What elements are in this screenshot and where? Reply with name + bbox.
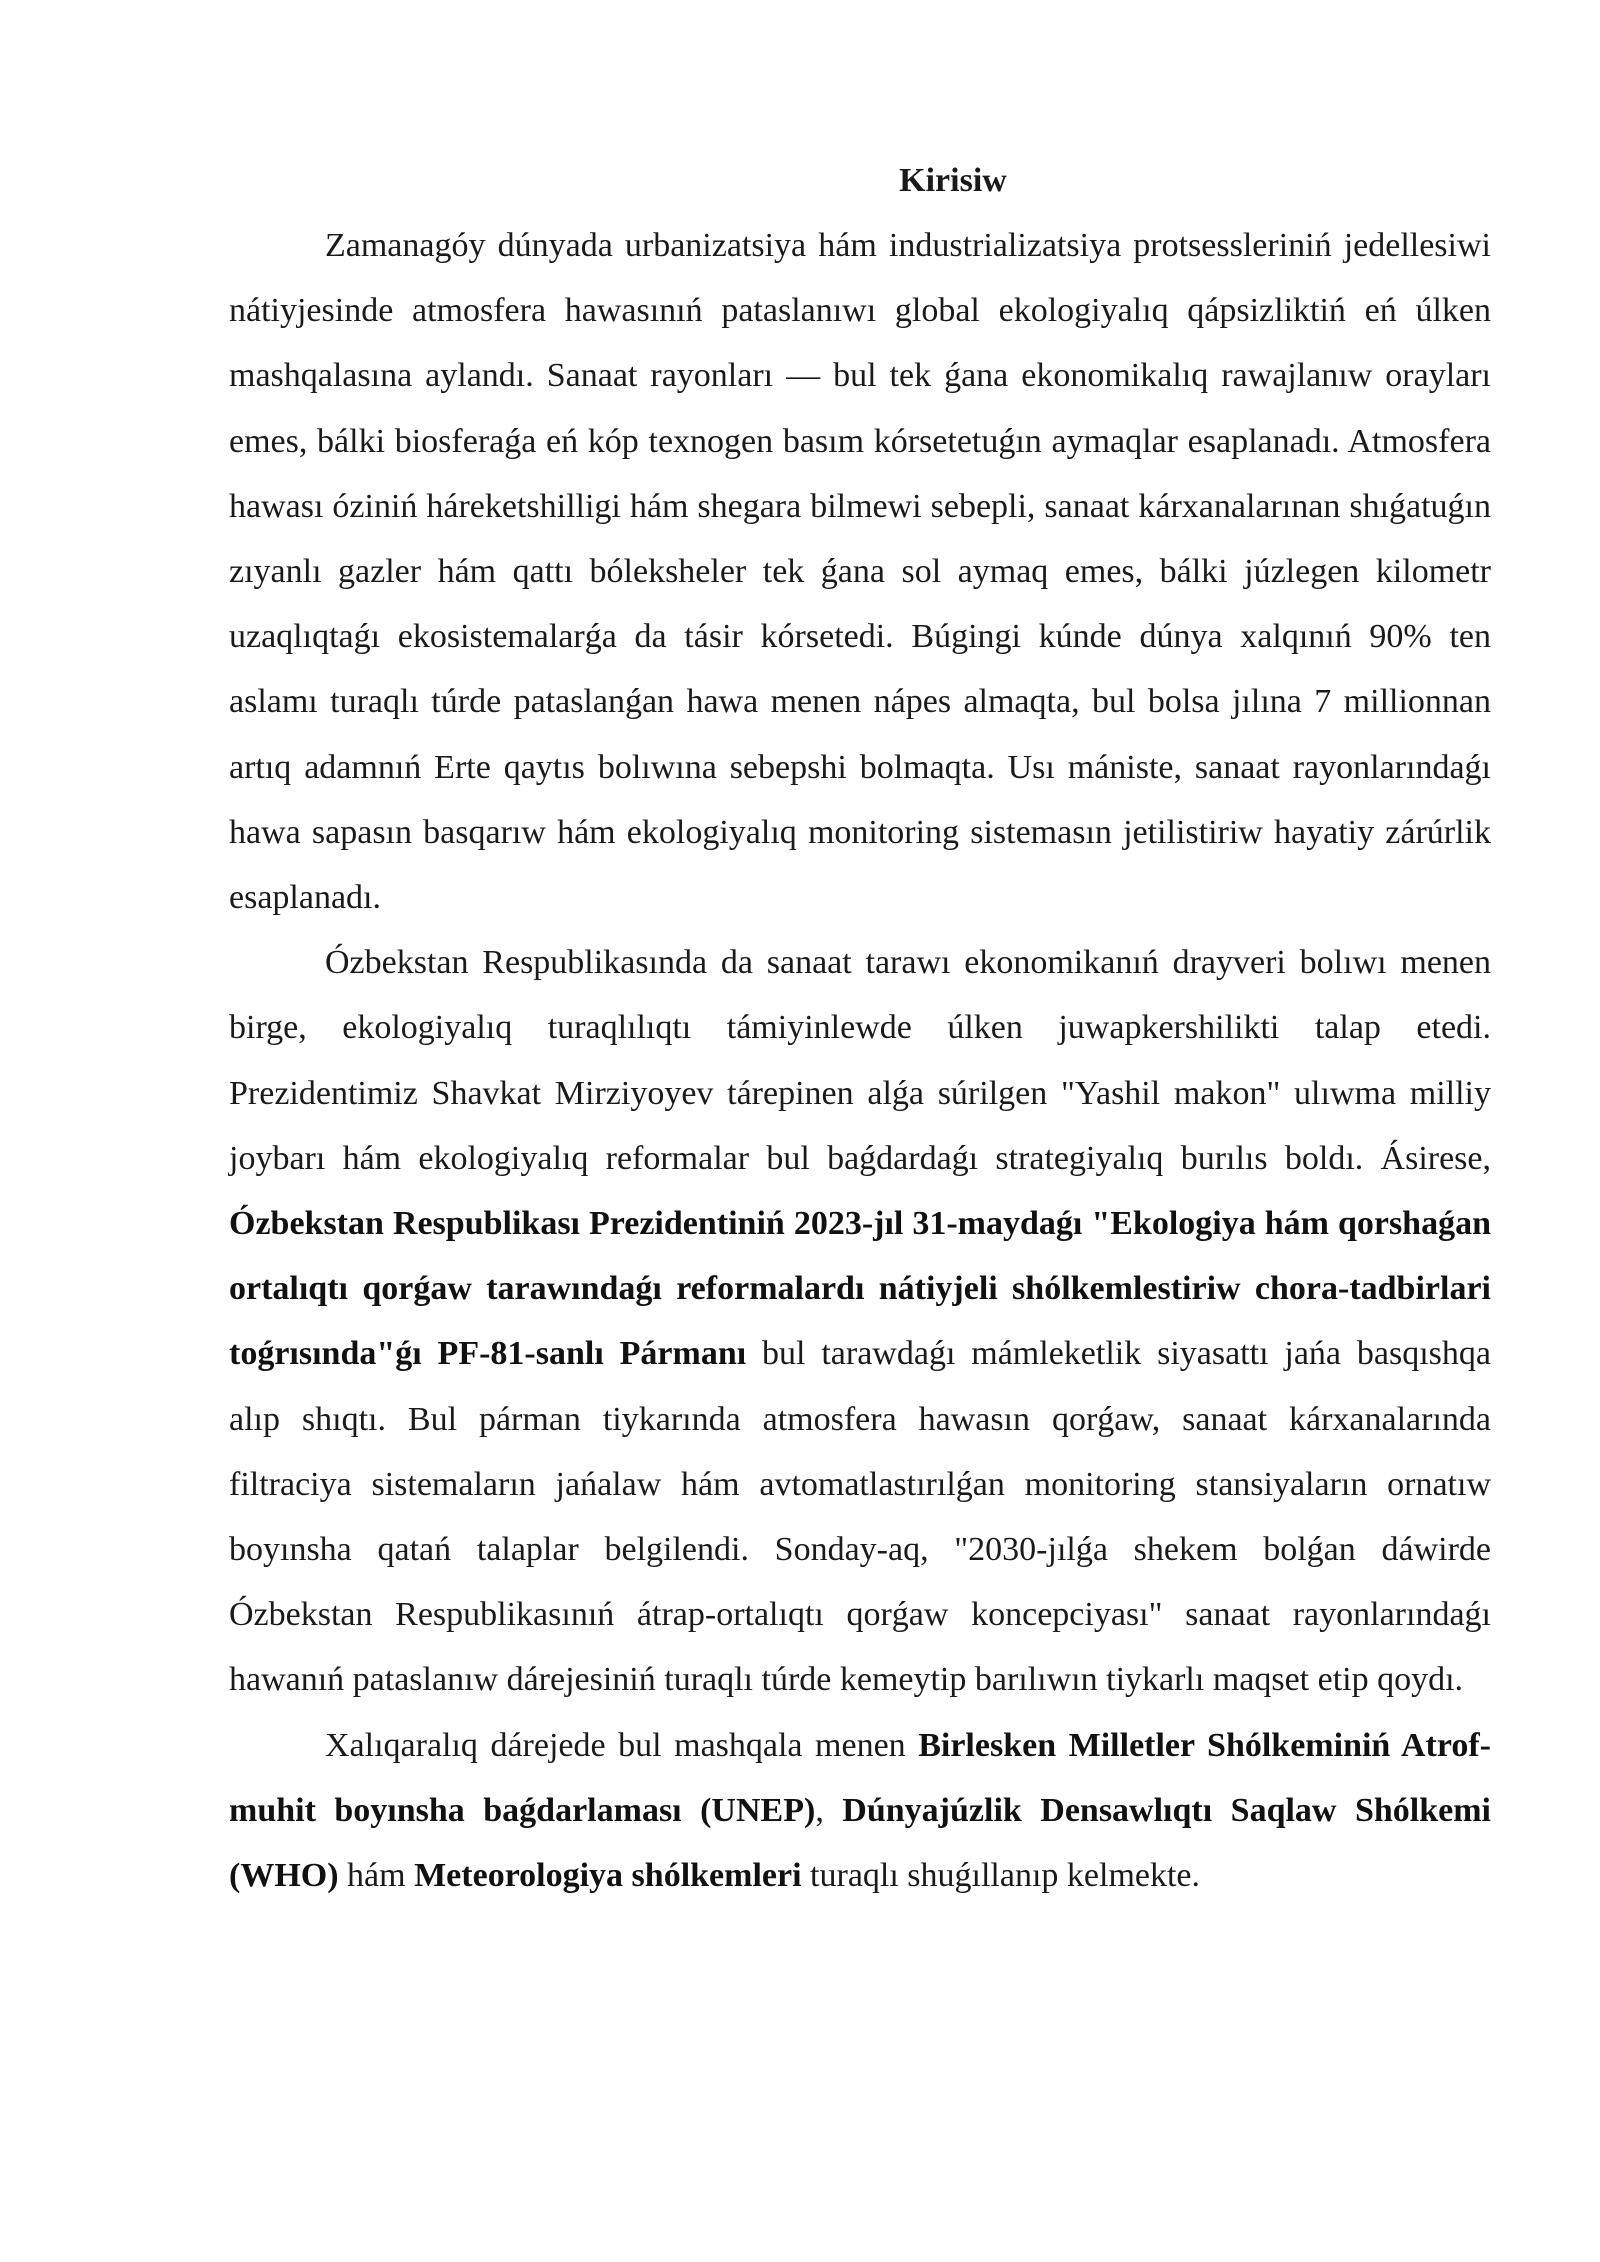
paragraph-text: Xalıqaralıq dárejede bul mashqala menen [325,1726,919,1764]
document-title: Kirisiw [899,162,1007,199]
organization-unep: Birlesken Milletler Shólkeminiń Atrof-muhit boyınsha baǵdarlaması (UNEP) [229,1726,1491,1829]
organization-meteorology: Meteorologiya shólkemleri [414,1857,802,1895]
paragraph-text: , [815,1791,843,1829]
paragraph-introduction [229,213,1491,930]
document-page [229,148,1491,1908]
decree-reference: Ózbekstan Respublikası Prezidentiniń 2023-jıl 31-maydaǵı "Ekologiya hám qorshaǵan ortalıqtı qorǵaw tarawındaǵı reformalardı nátiyjeli shólkemlestiriw chora-tadbirlari toǵrısında"ǵı PF-81-sanlı Pármanı [229,1205,1491,1373]
paragraph-text: Ózbekstan Respublikasında da sanaat tarawı ekonomikanıń drayveri bolıwı menen birge, ekologiyalıq turaqlılıqtı támiyinlewde úlken juwapkershilikti talap etedi. Prezidentimiz Shavkat Mirziyoyev tárepinen alǵa súrilgen "Yashil makon" ulıwma milliy joybarı hám ekologiyalıq reformalar bul baǵdardaǵı strategiyalıq burılıs boldı. Ásirese, [229,944,1491,1177]
paragraph-text: hám [338,1857,415,1895]
paragraph-international [229,1713,1491,1909]
paragraph-text: turaqlı shuǵıllanıp kelmekte. [801,1857,1201,1895]
organization-who: Dúnyajúzlik Densawlıqtı Saqlaw Shólkemi (WHO) [229,1791,1491,1895]
paragraph-text: Zamanagóy dúnyada urbanizatsiya hám industrializatsiya protsessleriniń jedellesiwi nátiyjesinde atmosfera hawasınıń pataslanıwı global ekologiyalıq qápsizliktiń eń úlken mashqalasına aylandı. Sanaat rayonları — bul tek ǵana ekonomikalıq rawajlanıw orayları emes, bálki biosferaǵa eń kóp texnogen basım kórsetetuǵın aymaqlar esaplanadı. Atmosfera hawası óziniń háreketshilligi hám shegara bilmewi sebepli, sanaat kárxanalarınan shıǵatuǵın zıyanlı gazler hám qattı bóleksheler tek ǵana sol aymaq emes, bálki júzlegen kilometr uzaqlıqtaǵı ekosistemalarǵa da tásir kórsetedi. Búgingi kúnde dúnya xalqınıń 90% ten aslamı turaqlı túrde pataslanǵan hawa menen nápes almaqta, bul bolsa jılına 7 millionnan artıq adamnıń Erte qaytıs bolıwına sebepshi bolmaqta. Usı mániste, sanaat rayonlarındaǵı hawa sapasın basqarıw hám ekologiyalıq monitoring sistemasın jetilistiriw hayatiy zárúrlik esaplanadı. [229,227,1491,917]
paragraph-text: bul tarawdaǵı mámleketlik siyasattı jańa basqıshqa alıp shıqtı. Bul párman tiykarında atmosfera hawasın qorǵaw, sanaat kárxanalarında filtraciya sistemaların jańalaw hám avtomatlastırılǵan monitoring stansiyaların ornatıw boyınsha qatań talaplar belgilendi. Sonday-aq, "2030-jılǵa shekem bolǵan dáwirde Ózbekstan Respublikasınıń átrap-ortalıqtı qorǵaw koncepciyası" sanaat rayonlarındaǵı hawanıń pataslanıw dárejesiniń turaqlı túrde kemeytip barılıwın tiykarlı maqset etip qoydı. [229,1335,1491,1699]
paragraph-uzbekistan-policy [229,930,1491,1712]
